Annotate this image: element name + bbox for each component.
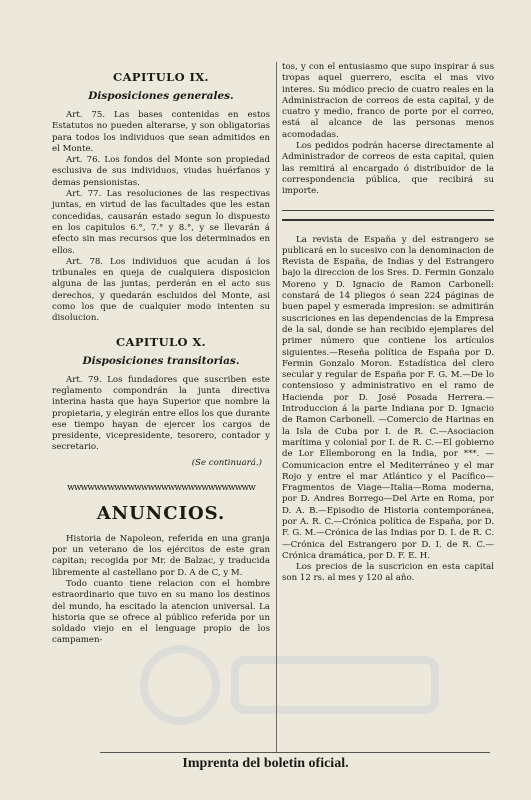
chapter-10-title: CAPITULO X. xyxy=(115,334,207,349)
section-rule xyxy=(282,210,494,211)
anuncio-napoleon: Historia de Napoleon, referida en una granja por un veterano de los ejércitos de este gran capitan; recogida por Mr. de Balzac, y traducida libremente al castellano por D. A de C, y M. xyxy=(52,533,270,578)
article-75: Art. 75. Las bases contenidas en estos Estatutos no pueden alterarse, y son obligatorias para todos los individuos que sean admitidos en el Monte. xyxy=(52,110,270,154)
article-77: Art. 77. Las resoluciones de las respectivas juntas, en virtud de las facultades que les estan concedidas, causarán estado segun lo dispuesto en los capitulos 6.°, 7.° y 8.°, y se llevarán á efecto sin mas recursos que los determinados en ellos. xyxy=(52,189,270,256)
pedidos-paragraph: Los pedidos podrán hacerse directamente al Administrador de correos de esta capital, quien las remitirá al encargado ó distribuidor de la correspondencia pública, que recibirá su importe. xyxy=(282,141,494,197)
right-column xyxy=(282,62,494,585)
continuara-note: (Se continuará.) xyxy=(191,457,262,468)
continued-paragraph: tos, y con el entusiasmo que supo inspirar á sus tropas aquel guerrero, escita el mas vivo interes. Su módico precio de cuatro reales en la Administracion de correos de esta capital, y de cuatro y medio, franco de porte por el correo, está al alcance de las personas menos acomodadas. xyxy=(282,62,494,140)
chapter-9-subtitle: Disposiciones generales. xyxy=(88,90,234,102)
ornamental-divider: ᴡᴡᴡᴡᴡᴡᴡᴡᴡᴡᴡᴡᴡᴡᴡᴡᴡᴡᴡᴡᴡᴡᴡᴡᴡᴡᴡᴡ xyxy=(67,483,255,493)
article-79: Art. 79. Los fundadores que suscriben este reglamento compondrán la junta directiva interina hasta que haya Superior que nombre la propietaria, y elegirán entre ellos los que durante ese tiempo hayan de ejercer los cargos de presidente, vicepresidente, tesorero, contador y secretario. xyxy=(52,374,270,453)
section-rule-thick xyxy=(282,219,494,221)
precios-paragraph: Los precios de la suscricion en esta capital son 12 rs. al mes y 120 al año. xyxy=(282,562,494,584)
footer-rule xyxy=(100,752,490,753)
left-column xyxy=(52,62,270,647)
chapter-9-title: CAPITULO IX. xyxy=(113,70,209,84)
article-76: Art. 76. Los fondos del Monte son propiedad esclusiva de sus individuos, viudas huérfanos y demas pensionistas. xyxy=(52,155,270,188)
anuncio-napoleon-desc: Todo cuanto tiene relacion con el hombre estraordinario que tuvo en su mano los destinos del mundo, ha escitado la atencion universal. La historia que se ofrece al público referida por un soldado viejo en el lenguage propio de los campamen- xyxy=(52,578,270,646)
imprint-footer: Imprenta del boletin oficial. xyxy=(182,756,349,771)
article-78: Art. 78. Los individuos que acudan á los tribunales en queja de cualquiera disposicion alguna de las juntas, perderán en el acto sus derechos, y quedarán escluidos del Monte, asi como los que de cualquier modo intenten su disolucion. xyxy=(52,256,270,324)
anuncios-heading: ANUNCIOS. xyxy=(96,502,226,524)
chapter-10-subtitle: Disposiciones transitorias. xyxy=(82,354,240,367)
column-divider xyxy=(276,62,277,752)
revista-paragraph: La revista de España y del estrangero se publicará en lo sucesivo con la denominacion de Revista de España, de Indias y del Estrangero bajo la direccion de los Sres. D. Fermin Gonzalo Moreno y D. Ignacio de Ramon Carbonell: constará de 14 pliegos ó sean 224 páginas de buen papel y esmerada impresion: se admitirán suscriciones en las dependencias de la Empresa de la sal, donde se han recibido ejemplares del primer número que contiene los artículos siguientes.—Reseña política de España por D. Fermin Gonzalo Moron. Estadística del clero secular y regular de España por F. G. M.—De lo contensioso y administrativo en el ramo de Hacienda por D. José Posada Herrera.—Introduccion á la parte Indiana por D. Ignacio de Ramon Carbonell. —Comercio de Harinas en la Isla de Cuba por I. de R. C.—Asociacion marítima y colonial por I. de R. C.—El gobierno de Lor Ellemborong en la India, por ***. —Comunicacion entre el Mediterráneo y el mar Rojo y entre el mar Atlántico y el Pacífico—Fragmentos de Viage—Italia—Roma moderna, por D. Andres Borrego—Del Arte en Roma, por D. A. B.—Episodio de Historia contemporánea, por A. R. C.—Crónica política de España, por D. F. G. M.—Crónica de las Indias por D. I. de R. C.—Crónica del Estrangero por D. I. de R. C.—Crónica dramática, por D. F. E. H. xyxy=(282,234,494,561)
